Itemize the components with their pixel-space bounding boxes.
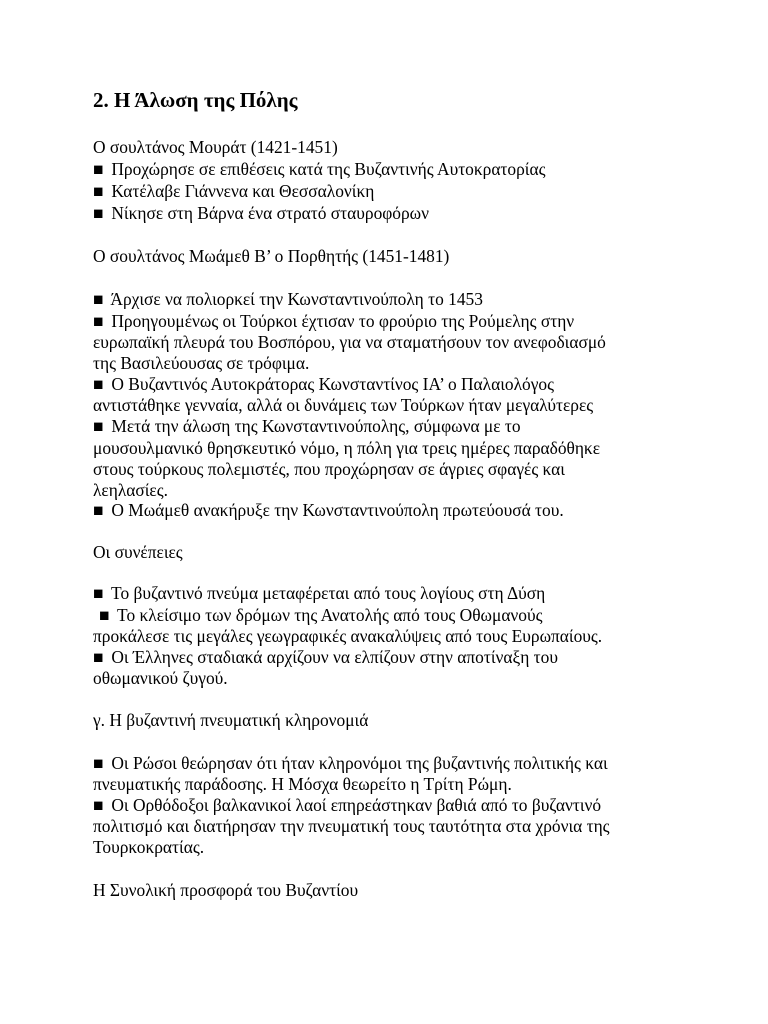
paragraph-line: Τουρκοκρατίας. — [93, 837, 205, 857]
paragraph-line — [93, 582, 545, 604]
paragraph-line: πνευματικής παράδοσης. Η Μόσχα θεωρείτο η Τρίτη Ρώμη. — [93, 774, 512, 794]
section-heading-mehmed: Ο σουλτάνος Μωάμεθ Β’ ο Πορθητής (1451-1481) — [93, 246, 450, 266]
section-heading-murat: Ο σουλτάνος Μουράτ (1421-1451) — [93, 137, 338, 157]
paragraph-line: αντιστάθηκε γενναία, αλλά οι δυνάμεις των Τούρκων ήταν μεγαλύτερες — [93, 395, 594, 415]
paragraph-line — [99, 604, 543, 626]
paragraph-line — [93, 288, 483, 310]
section-heading-final: Η Συνολική προσφορά του Βυζαντίου — [93, 880, 359, 900]
paragraph-line — [93, 752, 608, 774]
list-item — [93, 180, 374, 202]
bullet-icon: ■ — [93, 500, 104, 520]
paragraph-line: οθωμανικού ζυγού. — [93, 668, 228, 688]
paragraph-line — [93, 499, 564, 521]
line-text: Οι Ορθόδοξοι βαλκανικοί λαοί επηρεάστηκαν βαθιά από το βυζαντινό — [111, 795, 602, 815]
paragraph-line — [93, 373, 554, 395]
line-text: Το βυζαντινό πνεύμα μεταφέρεται από τους λογίους στη Δύση — [111, 583, 546, 603]
paragraph-line: λεηλασίες. — [93, 480, 168, 500]
bullet-icon: ■ — [99, 605, 110, 625]
paragraph-line: προκάλεσε τις μεγάλες γεωγραφικές ανακαλύψεις από τους Ευρωπαίους. — [93, 626, 603, 646]
list-item-text: Νίκησε στη Βάρνα ένα στρατό σταυροφόρων — [111, 203, 429, 223]
line-text: Το κλείσιμο των δρόμων της Ανατολής από τους Οθωμανούς — [117, 605, 543, 625]
line-text: Οι Ρώσοι θεώρησαν ότι ήταν κληρονόμοι της βυζαντινής πολιτικής και — [111, 753, 608, 773]
bullet-icon: ■ — [93, 181, 104, 201]
line-text: Άρχισε να πολιορκεί την Κωνσταντινούπολη το 1453 — [110, 289, 483, 309]
paragraph-line — [93, 646, 558, 668]
bullet-icon: ■ — [93, 647, 104, 667]
line-text: Ο Βυζαντινός Αυτοκράτορας Κωνσταντίνος ΙΑ’ ο Παλαιολόγος — [111, 374, 554, 394]
section-heading-consequences: Οι συνέπειες — [93, 542, 183, 562]
line-text: Μετά την άλωση της Κωνσταντινούπολης, σύμφωνα με το — [111, 416, 521, 436]
line-text: Ο Μωάμεθ ανακήρυξε την Κωνσταντινούπολη πρωτεύουσά του. — [111, 500, 564, 520]
paragraph-line: πολιτισμό και διατήρησαν την πνευματική τους ταυτότητα στα χρόνια της — [93, 816, 610, 836]
line-text: Οι Έλληνες σταδιακά αρχίζουν να ελπίζουν στην αποτίναξη του — [111, 647, 558, 667]
line-text: Προηγουμένως οι Τούρκοι έχτισαν το φρούριο της Ρούμελης στην — [111, 311, 575, 331]
bullet-icon: ■ — [93, 289, 104, 309]
paragraph-line: της Βασιλεύουσας σε τρόφιμα. — [93, 353, 310, 373]
bullet-icon: ■ — [93, 203, 104, 223]
list-item — [93, 158, 545, 180]
paragraph-line: στους τούρκους πολεμιστές, που προχώρησαν σε άγριες σφαγές και — [93, 459, 565, 479]
bullet-icon: ■ — [93, 159, 104, 179]
list-item-text: Κατέλαβε Γιάννενα και Θεσσαλονίκη — [111, 181, 375, 201]
bullet-icon: ■ — [93, 311, 104, 331]
paragraph-line — [93, 310, 574, 332]
list-item — [93, 202, 429, 224]
bullet-icon: ■ — [93, 583, 104, 603]
paragraph-line: μουσουλμανικό θρησκευτικό νόμο, η πόλη για τρεις ημέρες παραδόθηκε — [93, 438, 601, 458]
page-title: 2. Η Άλωση της Πόλης — [93, 88, 298, 112]
paragraph-line: ευρωπαϊκή πλευρά του Βοσπόρου, για να σταματήσουν τον ανεφοδιασμό — [93, 332, 606, 352]
section-heading-heritage: γ. Η βυζαντινή πνευματική κληρονομιά — [93, 710, 369, 730]
bullet-icon: ■ — [93, 416, 104, 436]
bullet-icon: ■ — [93, 753, 104, 773]
paragraph-line — [93, 794, 601, 816]
list-item-text: Προχώρησε σε επιθέσεις κατά της Βυζαντινής Αυτοκρατορίας — [111, 159, 546, 179]
paragraph-line — [93, 415, 521, 437]
bullet-icon: ■ — [93, 795, 104, 815]
bullet-icon: ■ — [93, 374, 104, 394]
